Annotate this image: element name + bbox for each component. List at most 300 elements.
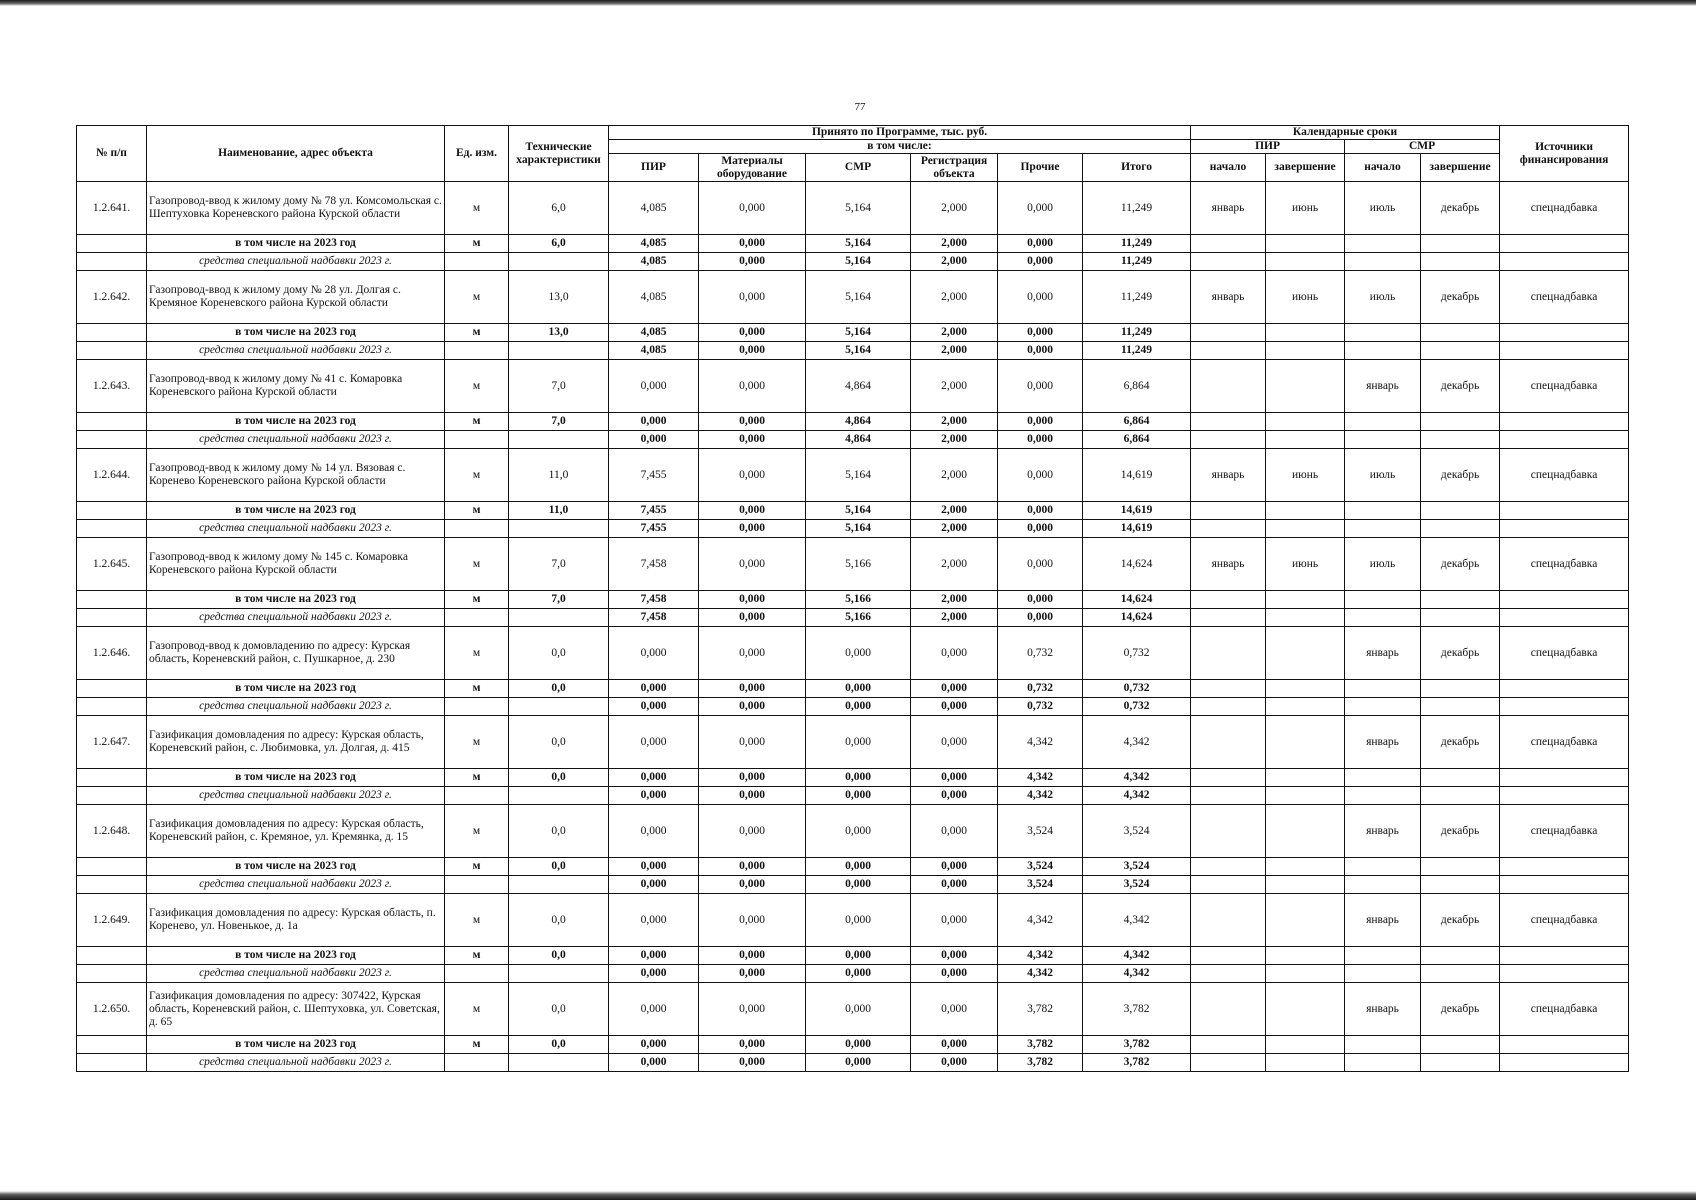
- empty-cell: [1345, 1054, 1421, 1072]
- empty-cell: [77, 858, 147, 876]
- other-cell: 3,782: [998, 1054, 1083, 1072]
- year-subtotal-row: [77, 591, 1629, 609]
- empty-cell: [77, 235, 147, 253]
- year-subtotal-row: [77, 680, 1629, 698]
- total-cell: 0,732: [1083, 680, 1191, 698]
- pir-cell: 0,000: [609, 1054, 699, 1072]
- empty-cell: [1191, 698, 1266, 716]
- empty-cell: [1500, 965, 1629, 983]
- materials-cell: 0,000: [699, 1054, 806, 1072]
- pir-cell: 0,000: [609, 876, 699, 894]
- table-row: [77, 538, 1629, 591]
- smr-end-cell: декабрь: [1421, 538, 1500, 591]
- tech-cell: 0,0: [509, 680, 609, 698]
- empty-cell: [1191, 1036, 1266, 1054]
- empty-cell: [1500, 876, 1629, 894]
- fund-subtotal-row: [77, 431, 1629, 449]
- materials-cell: 0,000: [699, 449, 806, 502]
- total-cell: 6,864: [1083, 413, 1191, 431]
- other-cell: 4,342: [998, 716, 1083, 769]
- other-cell: 4,342: [998, 947, 1083, 965]
- smr-cell: 5,166: [806, 591, 911, 609]
- unit-cell: м: [445, 627, 509, 680]
- registration-cell: 0,000: [911, 983, 998, 1036]
- empty-cell: [1500, 235, 1629, 253]
- smr-cell: 0,000: [806, 983, 911, 1036]
- header-accepted: Принято по Программе, тыс. руб.: [609, 126, 1191, 140]
- source-cell: спецнадбавка: [1500, 627, 1629, 680]
- total-cell: 4,342: [1083, 787, 1191, 805]
- table-row: [77, 182, 1629, 235]
- fund-subtotal-row: [77, 609, 1629, 627]
- unit-cell: м: [445, 858, 509, 876]
- scan-bottom-edge: [0, 1191, 1696, 1200]
- unit-cell: м: [445, 769, 509, 787]
- other-cell: 4,342: [998, 965, 1083, 983]
- empty-cell: [1266, 769, 1345, 787]
- empty-cell: [445, 342, 509, 360]
- empty-cell: [1421, 520, 1500, 538]
- pir-end-cell: июнь: [1266, 538, 1345, 591]
- empty-cell: [1421, 324, 1500, 342]
- pir-cell: 7,458: [609, 538, 699, 591]
- empty-cell: [509, 342, 609, 360]
- empty-cell: [445, 965, 509, 983]
- tech-cell: 6,0: [509, 182, 609, 235]
- other-cell: 0,000: [998, 324, 1083, 342]
- registration-cell: 2,000: [911, 502, 998, 520]
- unit-cell: м: [445, 805, 509, 858]
- total-cell: 3,782: [1083, 983, 1191, 1036]
- other-cell: 0,000: [998, 413, 1083, 431]
- total-cell: 3,782: [1083, 1054, 1191, 1072]
- registration-cell: 0,000: [911, 947, 998, 965]
- empty-cell: [1421, 413, 1500, 431]
- materials-cell: 0,000: [699, 965, 806, 983]
- registration-cell: 2,000: [911, 271, 998, 324]
- empty-cell: [1500, 431, 1629, 449]
- total-cell: 4,342: [1083, 947, 1191, 965]
- header-pir-start: начало: [1191, 154, 1266, 182]
- empty-cell: [1345, 769, 1421, 787]
- registration-cell: 0,000: [911, 858, 998, 876]
- pir-start-cell: [1191, 805, 1266, 858]
- table-row: [77, 449, 1629, 502]
- pir-end-cell: [1266, 360, 1345, 413]
- header-tech: Технические характеристики: [509, 126, 609, 182]
- materials-cell: 0,000: [699, 253, 806, 271]
- other-cell: 0,732: [998, 698, 1083, 716]
- pir-cell: 0,000: [609, 698, 699, 716]
- smr-end-cell: декабрь: [1421, 716, 1500, 769]
- smr-cell: 0,000: [806, 1054, 911, 1072]
- total-cell: 14,619: [1083, 449, 1191, 502]
- year-label: в том числе на 2023 год: [147, 947, 445, 965]
- materials-cell: 0,000: [699, 787, 806, 805]
- empty-cell: [1191, 502, 1266, 520]
- total-cell: 3,524: [1083, 858, 1191, 876]
- empty-cell: [1500, 591, 1629, 609]
- tech-cell: 0,0: [509, 805, 609, 858]
- pir-start-cell: январь: [1191, 182, 1266, 235]
- smr-start-cell: январь: [1345, 894, 1421, 947]
- object-name: Газопровод-ввод к жилому дому № 28 ул. Долгая с. Кремяное Кореневского района Курской области: [147, 271, 445, 324]
- empty-cell: [1266, 502, 1345, 520]
- smr-end-cell: декабрь: [1421, 894, 1500, 947]
- unit-cell: м: [445, 947, 509, 965]
- table-row: [77, 627, 1629, 680]
- pir-cell: 0,000: [609, 965, 699, 983]
- empty-cell: [509, 609, 609, 627]
- tech-cell: 0,0: [509, 894, 609, 947]
- empty-cell: [1345, 235, 1421, 253]
- fund-subtotal-row: [77, 1054, 1629, 1072]
- year-label: в том числе на 2023 год: [147, 235, 445, 253]
- empty-cell: [1345, 965, 1421, 983]
- tech-cell: 0,0: [509, 716, 609, 769]
- empty-cell: [1500, 253, 1629, 271]
- total-cell: 0,732: [1083, 698, 1191, 716]
- other-cell: 0,000: [998, 235, 1083, 253]
- smr-cell: 0,000: [806, 894, 911, 947]
- pir-cell: 0,000: [609, 858, 699, 876]
- empty-cell: [1266, 413, 1345, 431]
- pir-end-cell: июнь: [1266, 449, 1345, 502]
- smr-cell: 5,164: [806, 520, 911, 538]
- row-number: 1.2.650.: [77, 983, 147, 1036]
- materials-cell: 0,000: [699, 520, 806, 538]
- pir-cell: 0,000: [609, 947, 699, 965]
- materials-cell: 0,000: [699, 680, 806, 698]
- other-cell: 0,000: [998, 449, 1083, 502]
- other-cell: 3,782: [998, 983, 1083, 1036]
- tech-cell: 7,0: [509, 591, 609, 609]
- smr-start-cell: январь: [1345, 805, 1421, 858]
- header-unit: Ед. изм.: [445, 126, 509, 182]
- year-subtotal-row: [77, 324, 1629, 342]
- tech-cell: 7,0: [509, 538, 609, 591]
- header-smr-start: начало: [1345, 154, 1421, 182]
- year-label: в том числе на 2023 год: [147, 324, 445, 342]
- empty-cell: [509, 431, 609, 449]
- header-num: № п/п: [77, 126, 147, 182]
- unit-cell: м: [445, 271, 509, 324]
- empty-cell: [445, 253, 509, 271]
- smr-cell: 5,166: [806, 538, 911, 591]
- unit-cell: м: [445, 716, 509, 769]
- empty-cell: [1266, 965, 1345, 983]
- empty-cell: [1421, 502, 1500, 520]
- header-pir-end: завершение: [1266, 154, 1345, 182]
- year-subtotal-row: [77, 858, 1629, 876]
- empty-cell: [1266, 591, 1345, 609]
- total-cell: 11,249: [1083, 324, 1191, 342]
- smr-start-cell: январь: [1345, 627, 1421, 680]
- source-cell: спецнадбавка: [1500, 182, 1629, 235]
- unit-cell: м: [445, 591, 509, 609]
- pir-cell: 7,458: [609, 591, 699, 609]
- pir-start-cell: январь: [1191, 271, 1266, 324]
- empty-cell: [1421, 769, 1500, 787]
- header-cal-smr: СМР: [1345, 140, 1500, 154]
- empty-cell: [445, 1054, 509, 1072]
- empty-cell: [77, 413, 147, 431]
- fund-subtotal-row: [77, 342, 1629, 360]
- source-cell: спецнадбавка: [1500, 983, 1629, 1036]
- empty-cell: [1266, 1036, 1345, 1054]
- pir-cell: 4,085: [609, 324, 699, 342]
- empty-cell: [1191, 769, 1266, 787]
- smr-cell: 0,000: [806, 787, 911, 805]
- fund-label: средства специальной надбавки 2023 г.: [147, 698, 445, 716]
- materials-cell: 0,000: [699, 698, 806, 716]
- empty-cell: [1345, 876, 1421, 894]
- pir-cell: 0,000: [609, 1036, 699, 1054]
- smr-cell: 4,864: [806, 360, 911, 413]
- materials-cell: 0,000: [699, 716, 806, 769]
- smr-cell: 5,164: [806, 449, 911, 502]
- object-name: Газопровод-ввод к жилому дому № 14 ул. Вязовая с. Коренево Кореневского района Курской области: [147, 449, 445, 502]
- empty-cell: [1266, 609, 1345, 627]
- empty-cell: [1345, 698, 1421, 716]
- year-subtotal-row: [77, 769, 1629, 787]
- total-cell: 3,524: [1083, 876, 1191, 894]
- source-cell: спецнадбавка: [1500, 805, 1629, 858]
- empty-cell: [1345, 787, 1421, 805]
- smr-cell: 0,000: [806, 716, 911, 769]
- year-subtotal-row: [77, 235, 1629, 253]
- total-cell: 14,624: [1083, 591, 1191, 609]
- empty-cell: [1191, 787, 1266, 805]
- registration-cell: 0,000: [911, 1036, 998, 1054]
- row-number: 1.2.648.: [77, 805, 147, 858]
- empty-cell: [509, 698, 609, 716]
- unit-cell: м: [445, 983, 509, 1036]
- smr-cell: 5,164: [806, 182, 911, 235]
- year-label: в том числе на 2023 год: [147, 858, 445, 876]
- empty-cell: [1345, 324, 1421, 342]
- pir-cell: 0,000: [609, 983, 699, 1036]
- smr-cell: 5,164: [806, 235, 911, 253]
- empty-cell: [1266, 876, 1345, 894]
- empty-cell: [1500, 342, 1629, 360]
- registration-cell: 0,000: [911, 894, 998, 947]
- total-cell: 11,249: [1083, 182, 1191, 235]
- smr-cell: 0,000: [806, 769, 911, 787]
- empty-cell: [509, 1054, 609, 1072]
- empty-cell: [1500, 520, 1629, 538]
- registration-cell: 2,000: [911, 235, 998, 253]
- year-subtotal-row: [77, 1036, 1629, 1054]
- empty-cell: [1345, 591, 1421, 609]
- smr-cell: 5,164: [806, 324, 911, 342]
- source-cell: спецнадбавка: [1500, 894, 1629, 947]
- pir-end-cell: [1266, 716, 1345, 769]
- smr-cell: 0,000: [806, 805, 911, 858]
- materials-cell: 0,000: [699, 413, 806, 431]
- pir-cell: 4,085: [609, 342, 699, 360]
- smr-cell: 0,000: [806, 965, 911, 983]
- smr-cell: 5,164: [806, 253, 911, 271]
- registration-cell: 0,000: [911, 876, 998, 894]
- materials-cell: 0,000: [699, 538, 806, 591]
- empty-cell: [1345, 520, 1421, 538]
- empty-cell: [1500, 1054, 1629, 1072]
- tech-cell: 0,0: [509, 983, 609, 1036]
- registration-cell: 2,000: [911, 609, 998, 627]
- empty-cell: [77, 876, 147, 894]
- empty-cell: [77, 947, 147, 965]
- unit-cell: м: [445, 538, 509, 591]
- fund-label: средства специальной надбавки 2023 г.: [147, 1054, 445, 1072]
- empty-cell: [1345, 413, 1421, 431]
- total-cell: 3,782: [1083, 1036, 1191, 1054]
- year-subtotal-row: [77, 947, 1629, 965]
- pir-end-cell: [1266, 983, 1345, 1036]
- materials-cell: 0,000: [699, 324, 806, 342]
- object-name: Газопровод-ввод к жилому дому № 145 с. Комаровка Кореневского района Курской области: [147, 538, 445, 591]
- empty-cell: [1266, 787, 1345, 805]
- empty-cell: [1421, 1054, 1500, 1072]
- other-cell: 4,342: [998, 769, 1083, 787]
- header-materials: Материалы оборудование: [699, 154, 806, 182]
- empty-cell: [1191, 324, 1266, 342]
- pir-end-cell: июнь: [1266, 271, 1345, 324]
- smr-cell: 0,000: [806, 947, 911, 965]
- smr-cell: 4,864: [806, 431, 911, 449]
- header-other: Прочие: [998, 154, 1083, 182]
- materials-cell: 0,000: [699, 182, 806, 235]
- empty-cell: [77, 520, 147, 538]
- year-label: в том числе на 2023 год: [147, 769, 445, 787]
- registration-cell: 2,000: [911, 324, 998, 342]
- materials-cell: 0,000: [699, 627, 806, 680]
- smr-cell: 5,164: [806, 271, 911, 324]
- smr-start-cell: июль: [1345, 538, 1421, 591]
- pir-end-cell: [1266, 894, 1345, 947]
- smr-end-cell: декабрь: [1421, 449, 1500, 502]
- pir-cell: 0,000: [609, 680, 699, 698]
- total-cell: 11,249: [1083, 342, 1191, 360]
- unit-cell: м: [445, 182, 509, 235]
- pir-start-cell: [1191, 983, 1266, 1036]
- empty-cell: [1421, 698, 1500, 716]
- empty-cell: [77, 769, 147, 787]
- empty-cell: [77, 342, 147, 360]
- fund-subtotal-row: [77, 965, 1629, 983]
- empty-cell: [1421, 680, 1500, 698]
- year-label: в том числе на 2023 год: [147, 1036, 445, 1054]
- pir-cell: 0,000: [609, 431, 699, 449]
- smr-cell: 5,166: [806, 609, 911, 627]
- empty-cell: [1500, 413, 1629, 431]
- registration-cell: 0,000: [911, 787, 998, 805]
- smr-cell: 0,000: [806, 680, 911, 698]
- empty-cell: [1421, 876, 1500, 894]
- empty-cell: [1266, 431, 1345, 449]
- smr-cell: 0,000: [806, 698, 911, 716]
- empty-cell: [1266, 235, 1345, 253]
- year-label: в том числе на 2023 год: [147, 502, 445, 520]
- empty-cell: [77, 1036, 147, 1054]
- registration-cell: 2,000: [911, 413, 998, 431]
- tech-cell: 0,0: [509, 858, 609, 876]
- smr-cell: 0,000: [806, 858, 911, 876]
- registration-cell: 0,000: [911, 965, 998, 983]
- materials-cell: 0,000: [699, 894, 806, 947]
- row-number: 1.2.647.: [77, 716, 147, 769]
- fund-subtotal-row: [77, 520, 1629, 538]
- other-cell: 0,732: [998, 627, 1083, 680]
- total-cell: 6,864: [1083, 431, 1191, 449]
- empty-cell: [1191, 253, 1266, 271]
- total-cell: 11,249: [1083, 235, 1191, 253]
- empty-cell: [1191, 591, 1266, 609]
- smr-cell: 0,000: [806, 876, 911, 894]
- empty-cell: [1500, 680, 1629, 698]
- unit-cell: м: [445, 360, 509, 413]
- empty-cell: [1191, 965, 1266, 983]
- empty-cell: [1421, 1036, 1500, 1054]
- pir-cell: 4,085: [609, 271, 699, 324]
- empty-cell: [1266, 947, 1345, 965]
- smr-cell: 4,864: [806, 413, 911, 431]
- registration-cell: 0,000: [911, 716, 998, 769]
- registration-cell: 2,000: [911, 431, 998, 449]
- pir-cell: 4,085: [609, 235, 699, 253]
- registration-cell: 0,000: [911, 805, 998, 858]
- year-label: в том числе на 2023 год: [147, 680, 445, 698]
- registration-cell: 2,000: [911, 182, 998, 235]
- smr-cell: 5,164: [806, 502, 911, 520]
- empty-cell: [1500, 1036, 1629, 1054]
- empty-cell: [1266, 858, 1345, 876]
- tech-cell: 11,0: [509, 449, 609, 502]
- object-name: Газификация домовладения по адресу: Курская область, Кореневский район, с. Любимовка, ул. Долгая, д. 415: [147, 716, 445, 769]
- registration-cell: 2,000: [911, 520, 998, 538]
- smr-end-cell: декабрь: [1421, 805, 1500, 858]
- empty-cell: [1500, 769, 1629, 787]
- registration-cell: 0,000: [911, 698, 998, 716]
- empty-cell: [1266, 698, 1345, 716]
- program-table: [76, 125, 1629, 1072]
- total-cell: 11,249: [1083, 253, 1191, 271]
- smr-end-cell: декабрь: [1421, 182, 1500, 235]
- other-cell: 3,782: [998, 1036, 1083, 1054]
- materials-cell: 0,000: [699, 502, 806, 520]
- other-cell: 0,732: [998, 680, 1083, 698]
- table-row: [77, 894, 1629, 947]
- tech-cell: 0,0: [509, 947, 609, 965]
- header-registration: Регистрация объекта: [911, 154, 998, 182]
- fund-label: средства специальной надбавки 2023 г.: [147, 787, 445, 805]
- fund-label: средства специальной надбавки 2023 г.: [147, 520, 445, 538]
- header-total: Итого: [1083, 154, 1191, 182]
- empty-cell: [1421, 253, 1500, 271]
- tech-cell: 6,0: [509, 235, 609, 253]
- other-cell: 0,000: [998, 431, 1083, 449]
- other-cell: 0,000: [998, 609, 1083, 627]
- empty-cell: [1500, 609, 1629, 627]
- materials-cell: 0,000: [699, 591, 806, 609]
- fund-label: средства специальной надбавки 2023 г.: [147, 876, 445, 894]
- registration-cell: 2,000: [911, 360, 998, 413]
- other-cell: 3,524: [998, 876, 1083, 894]
- empty-cell: [1191, 235, 1266, 253]
- pir-cell: 0,000: [609, 716, 699, 769]
- empty-cell: [77, 609, 147, 627]
- smr-cell: 5,164: [806, 342, 911, 360]
